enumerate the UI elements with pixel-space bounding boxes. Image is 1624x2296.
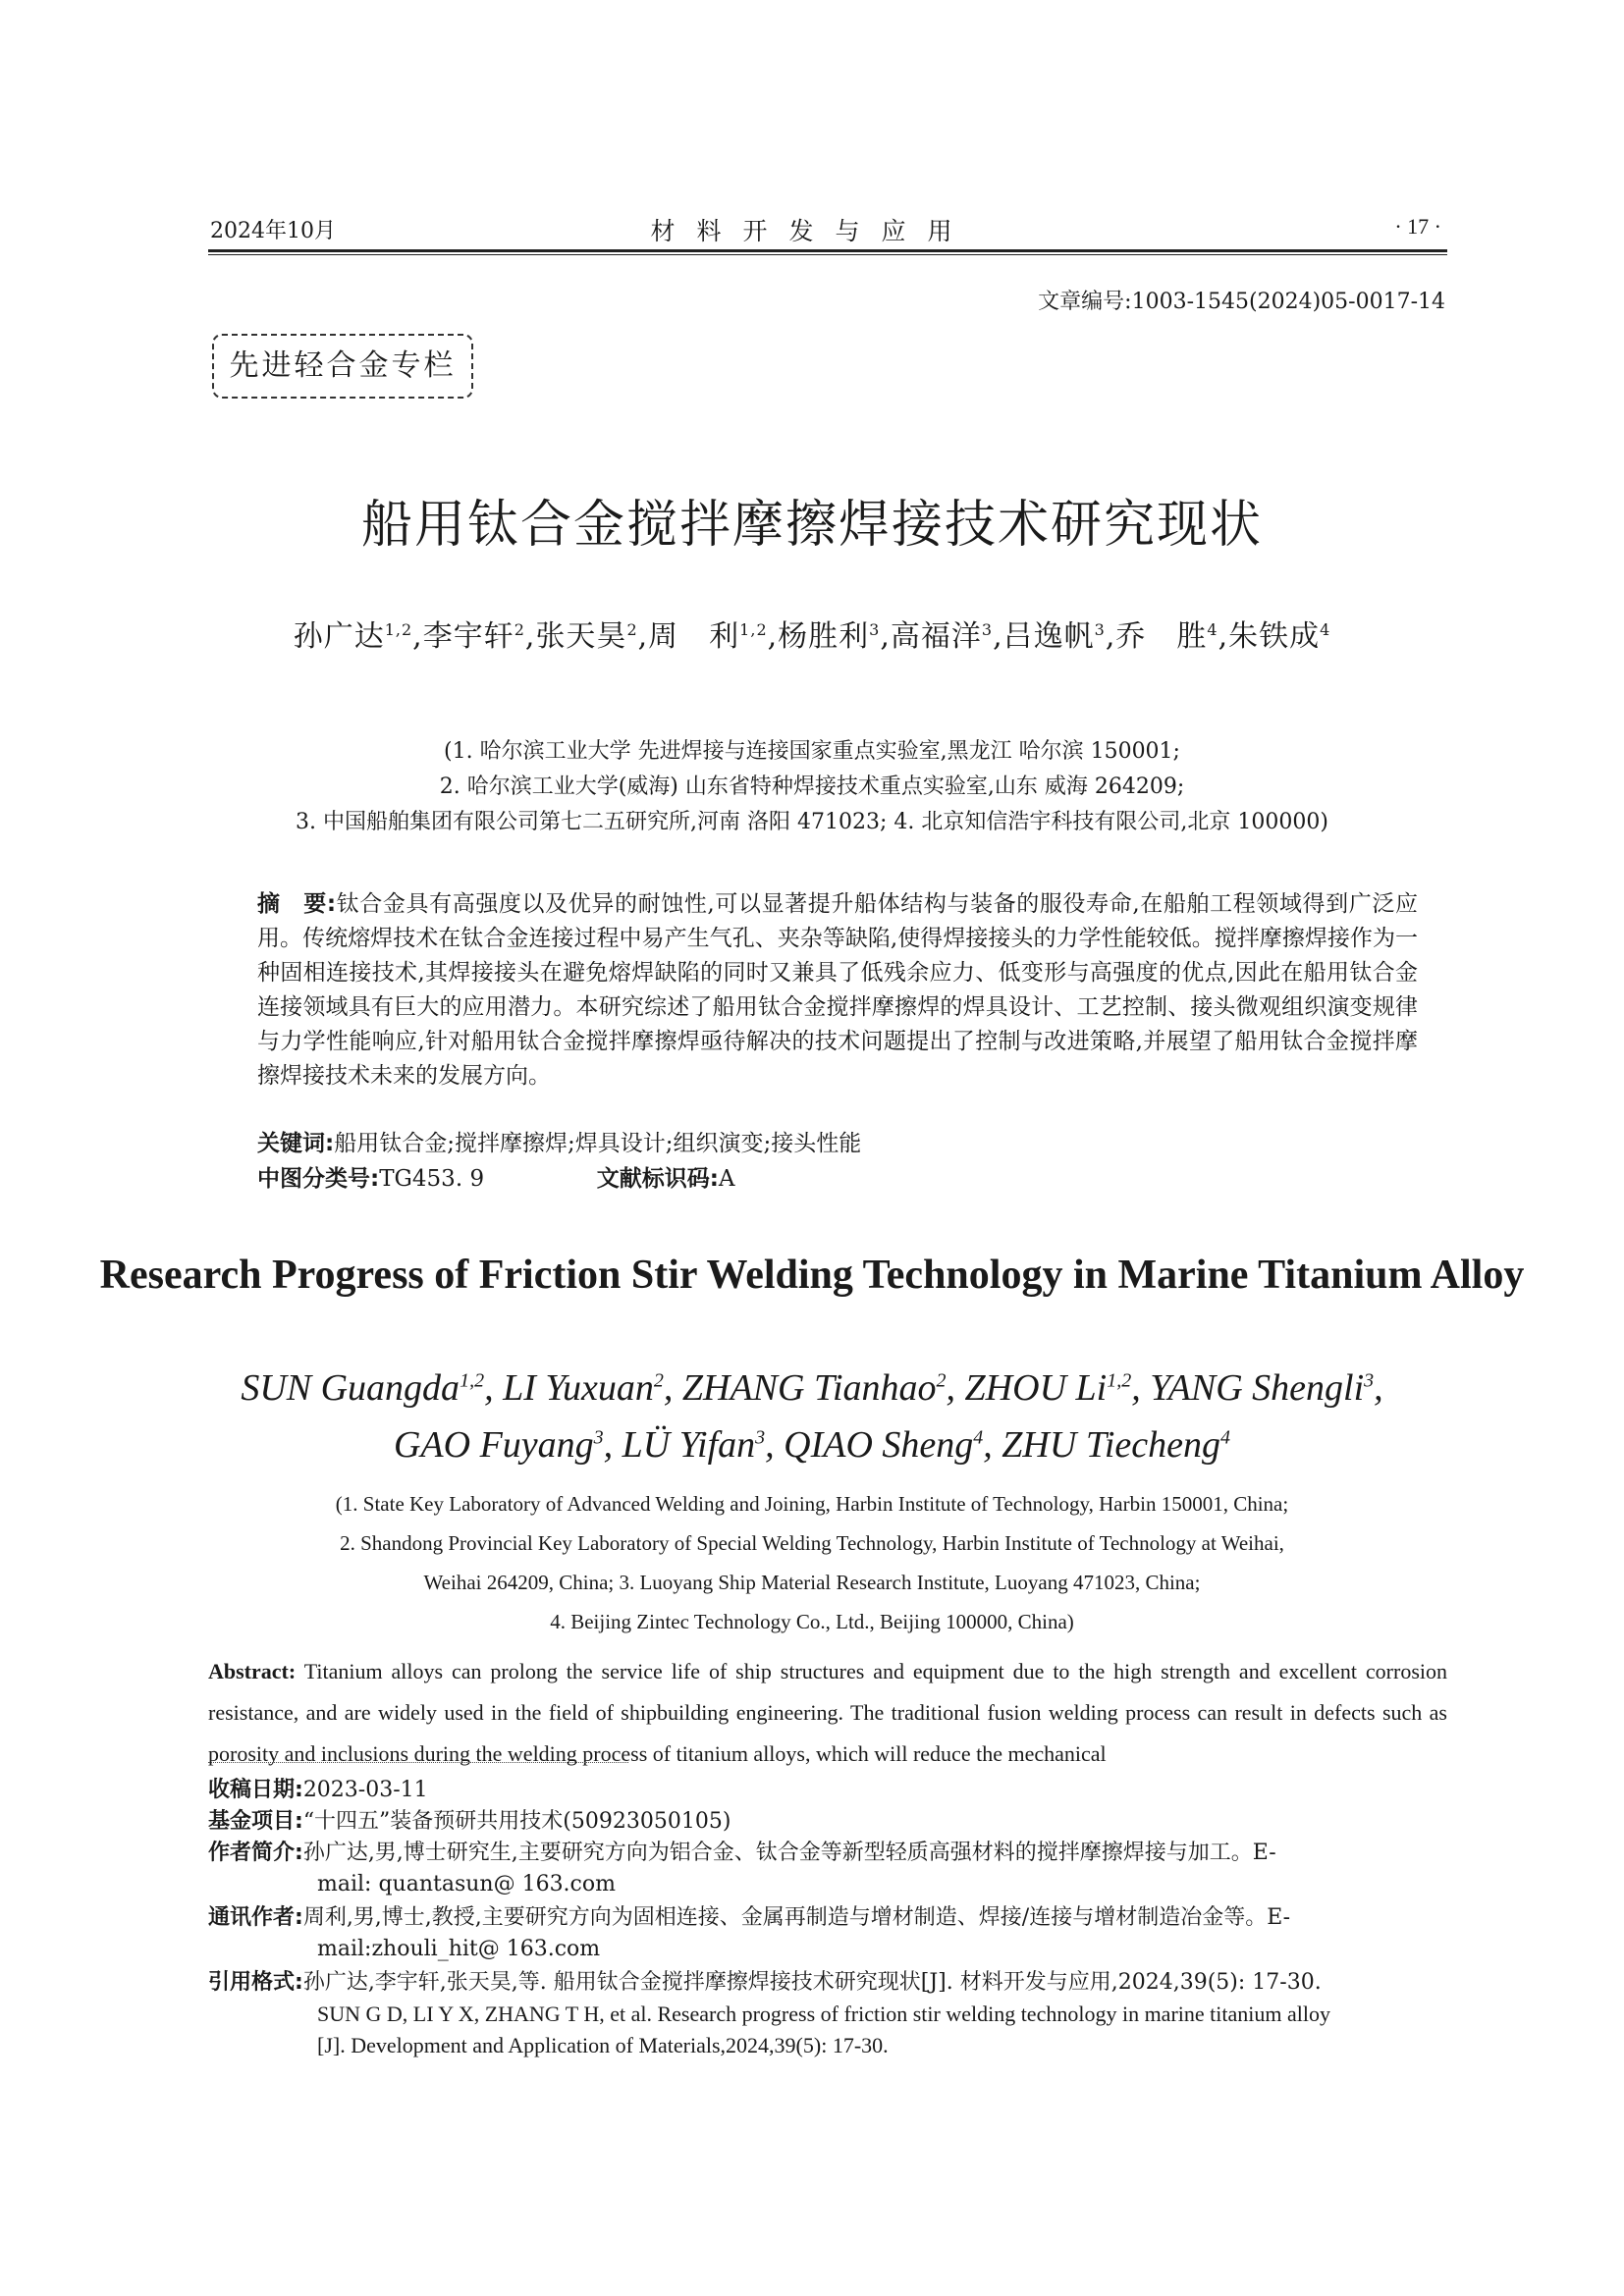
author-email: mail: quantasun@ 163.com [317,1872,616,1896]
author-name: GAO Fuyang [393,1424,594,1466]
abstract-english [208,1651,1447,1775]
author-name: 杨胜利 [778,619,870,654]
author-name: QIAO Sheng [784,1424,974,1466]
affiliation-en-2: 2. Shandong Provincial Key Laboratory of Special Welding Technology, Harbin Institute of Technology at Weihai, [340,1531,1284,1555]
author-affiliation-mark: 3 [593,1426,604,1449]
author-affiliation-mark: 1,2 [384,620,413,639]
title-chinese: 船用钛合金搅拌摩擦焊接技术研究现状 [360,496,1263,555]
corr-text: 周利,男,博士,教授,主要研究方向为固相连接、金属再制造与增材制造、焊接/连接与增材制造冶金等。E- [302,1905,1291,1930]
author-affiliation-mark: 2 [626,620,638,639]
affiliation-cn-3: 3. 中国船舶集团有限公司第七二五研究所,河南 洛阳 471023; 4. 北京知信浩宇科技有限公司,北京 100000) [296,810,1328,834]
footnote-rule [208,1762,628,1763]
author-affiliation-mark: 2 [514,620,525,639]
title-english: Research Progress of Friction Stir Welding Technology in Marine Titanium Alloy [99,1253,1525,1298]
author-affiliation-mark: 4 [973,1426,984,1449]
author-affiliation-mark: 3 [755,1426,766,1449]
author-name: 吕逸帆 [1002,619,1095,654]
page-number: · 17 · [1394,214,1441,239]
author-name: 乔 胜 [1115,619,1208,654]
authors-english-line2: GAO Fuyang$^3$, LÜ Yifan$^3$, QIAO Sheng$^4$, ZHU Tiecheng$^4$ [393,1424,1231,1466]
cite-label: 引用格式: [208,1970,303,1995]
author-bio-text: 孙广达,男,博士研究生,主要研究方向为铝合金、钛合金等新型轻质高强材料的搅拌摩擦焊接与加工。E- [302,1841,1276,1865]
author-affiliation-mark: 2 [653,1369,664,1392]
author-affiliation-mark: 3 [1364,1369,1375,1392]
doc-code-label: 文献标识码: [596,1166,719,1192]
author-name: ZHOU Li [964,1367,1108,1409]
author-name: 朱铁成 [1228,619,1321,654]
abstract-cn-text: 钛合金具有高强度以及优异的耐蚀性,可以显著提升船体结构与装备的服役寿命,在船舶工程领域得到广泛应用。传统熔焊技术在钛合金连接过程中易产生气孔、夹杂等缺陷,使得焊接接头的力学性能较低。搅拌摩擦焊接作为一种固相连接技术,其焊接接头在避免熔焊缺陷的同时又兼具了低残余应力、低变形与高强度的优点,因此在船用钛合金连接领域具有巨大的应用潜力。本研究综述了船用钛合金搅拌摩擦焊的焊具设计、工艺控制、接头微观组织演变规律与力学性能响应,针对船用钛合金搅拌摩擦焊亟待解决的技术问题提出了控制与改进策略,并展望了船用钛合金搅拌摩擦焊接技术未来的发展方向。 [257,891,1419,1089]
author-name: LÜ Yifan [622,1424,756,1466]
abstract-en-text: Titanium alloys can prolong the service life of ship structures and equipment due to the high strength and excellent corrosion resistance, and are widely used in the field of shipbuilding engineering. The traditional fusion welding process can result in defects such as porosity and inclusions during the welding process of titanium alloys, which will reduce the mechanical [208,1659,1447,1766]
article-number: 文章编号:1003-1545(2024)05-0017-14 [1038,290,1445,314]
author-affiliation-mark: 3 [981,620,994,639]
affiliation-cn-1: (1. 哈尔滨工业大学 先进焊接与连接国家重点实验室,黑龙江 哈尔滨 150001; [444,739,1180,764]
column-label: 先进轻合金专栏 [212,334,473,399]
footnote-fund [208,1806,1447,1838]
authors-english-line1: SUN Guangda$^{1,2}$, LI Yuxuan$^2$, ZHANG Tianhao$^2$, ZHOU Li$^{1,2}$, YANG Shengli$^3$, [241,1367,1383,1409]
author-name: 周 利 [648,619,740,654]
header-date: 2024年10月 [210,219,336,243]
abstract-chinese [257,887,1418,1094]
author-affiliation-mark: 4 [1207,620,1218,639]
keywords-text: 船用钛合金;搅拌摩擦焊;焊具设计;组织演变;接头性能 [334,1131,862,1156]
author-name: YANG Shengli [1150,1367,1365,1409]
keywords-label: 关键词: [257,1131,335,1156]
abstract-cn-label: 摘 要: [257,891,337,917]
clc-label: 中图分类号: [257,1166,380,1192]
header-rule-thick [208,249,1447,252]
author-affiliation-mark: 1,2 [460,1369,485,1392]
author-bio-label: 作者简介: [208,1841,303,1865]
keywords [257,1127,1418,1161]
doc-code-value: A [718,1166,735,1192]
corr-label: 通讯作者: [208,1905,303,1930]
affiliation-en-3: Weihai 264209, China; 3. Luoyang Ship Material Research Institute, Luoyang 471023, China; [423,1571,1201,1594]
author-name: 李宇轩 [422,619,514,654]
author-affiliation-mark: 2 [936,1369,947,1392]
author-affiliation-mark: 3 [1094,620,1106,639]
clc-value: TG453. 9 [379,1166,485,1192]
author-affiliation-mark: 3 [869,620,881,639]
classification [257,1162,1418,1197]
affiliation-en-4: 4. Beijing Zintec Technology Co., Ltd., Beijing 100000, China) [550,1610,1074,1633]
footnote-author [208,1838,1447,1900]
author-name: SUN Guangda [241,1367,460,1409]
author-name: LI Yuxuan [503,1367,654,1409]
author-name: ZHANG Tianhao [681,1367,937,1409]
author-affiliation-mark: 1,2 [739,620,768,639]
corr-email: mail:zhouli_hit@ 163.com [317,1937,601,1961]
footnote-received [208,1775,1447,1806]
author-name: 高福洋 [890,619,982,654]
author-affiliation-mark: 1,2 [1107,1369,1132,1392]
journal-name: 材料开发与应用 [650,217,974,245]
header-rule-thin [208,254,1447,255]
received-date: 2023-03-11 [302,1778,428,1802]
author-name: ZHU Tiecheng [1001,1424,1221,1466]
author-affiliation-mark: 4 [1320,620,1331,639]
affiliation-cn-2: 2. 哈尔滨工业大学(威海) 山东省特种焊接技术重点实验室,山东 威海 264209; [439,774,1185,799]
author-name: 张天昊 [535,619,627,654]
received-label: 收稿日期: [208,1778,303,1802]
footnote-citation [208,1967,1447,2061]
cite-cn: 孙广达,李宇轩,张天昊,等. 船用钛合金搅拌摩擦焊接技术研究现状[J]. 材料开发与应用,2024,39(5): 17-30. [302,1970,1322,1995]
authors-chinese: 孙广达$^{1,2}$,李宇轩$^2$,张天昊$^2$,周 利$^{1,2}$,杨胜利$^3$,高福洋$^3$,吕逸帆$^3$,乔 胜$^4$,朱铁成$^4$ [293,619,1331,654]
author-affiliation-mark: 4 [1220,1426,1231,1449]
abstract-en-label: Abstract: [208,1659,297,1683]
fund-label: 基金项目: [208,1809,303,1834]
footnote-corresponding [208,1902,1447,1965]
cite-en-1: SUN G D, LI Y X, ZHANG T H, et al. Research progress of friction stir welding technology in marine titanium alloy [317,2002,1330,2026]
cite-en-2: [J]. Development and Application of Materials,2024,39(5): 17-30. [317,2033,889,2057]
fund-text: “十四五”装备预研共用技术(50923050105) [302,1809,731,1834]
author-name: 孙广达 [293,619,385,654]
affiliation-en-1: (1. State Key Laboratory of Advanced Welding and Joining, Harbin Institute of Technology, Harbin 150001, China; [335,1492,1289,1516]
